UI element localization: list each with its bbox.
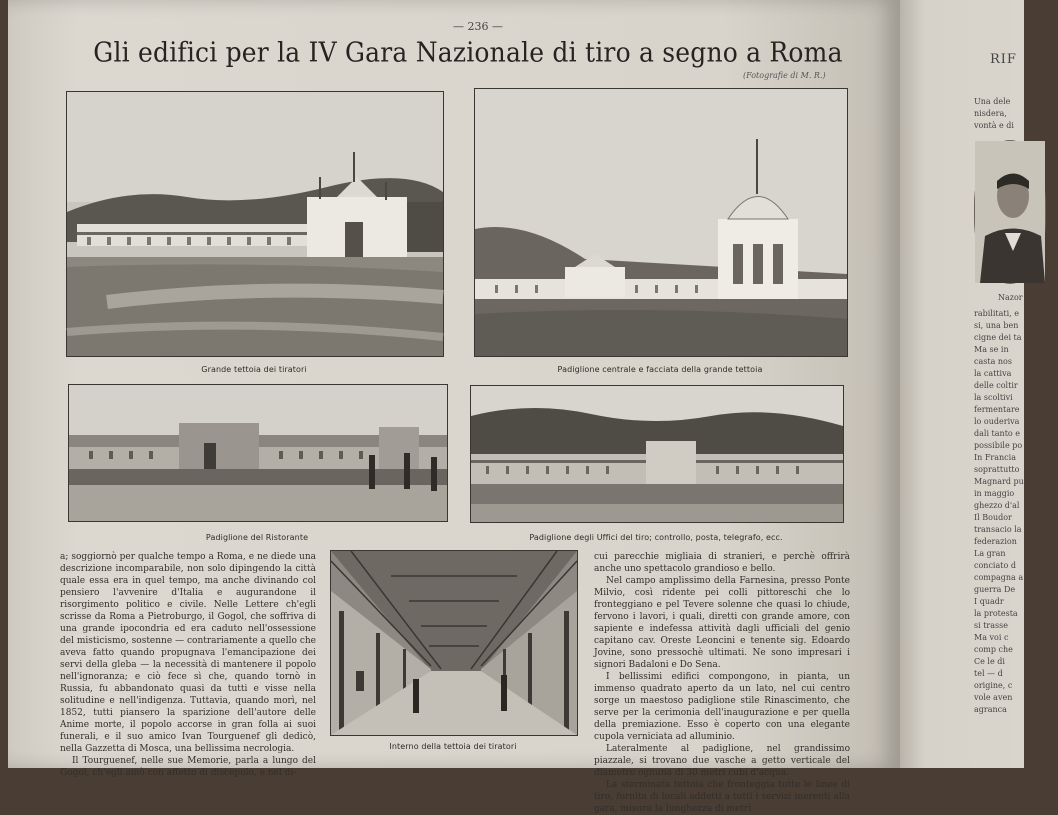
photo-ristorante [68, 384, 448, 522]
photo-uffici [470, 385, 844, 523]
caption-photo4: Padiglione degli Uffici del tiro; controllo, posta, telegrafo, ecc. [529, 533, 783, 542]
right-text-column [594, 551, 850, 814]
left-column-paragraph-2: Il Tourguenef, nelle sue Memorie, parla a lungo del Gogol, ch'egli amò con affetto di discepolo, e nel di- [60, 756, 316, 778]
caption-photo3: Padiglione del Ristorante [205, 533, 309, 542]
portrait-engraving-icon [974, 140, 1046, 284]
left-column-paragraph: a; soggiornò per qualche tempo a Roma, e ne diede una descrizione incomparabile, non solo dipingendo la città quale essa era in quel tempo, ma anche divinando col pensiero l'avvenire d'Italia e augurandone il risorgimento politico e civile. Nelle Lettere ch'egli scrisse da Roma a Pietroburgo, il Gogol, che soffriva di una grande ipocondria ed era caduto nell'ossessione del misticismo, sostenne — contrariamente a quello che aveva fatto quando propugnava l'emancipazione dei servi della gleba — la necessità di mantenere il popolo nell'ignoranza; e ciò fece sì che, quando tornò in Russia, fu abbandonato quasi da tutti e visse nella solitudine e nell'indigenza. Tuttavia, quando morì, nel 1852, tutti piansero la sparizione dell'autore delle Anime morte, il popolo accorse in gran folla ai suoi funerali, e il suo amico Ivan Tourguenef gli dedicò, nella Gazzetta di Mosca, una bellissima necrologia. [60, 552, 316, 754]
next-page-title: RIF [990, 52, 1017, 67]
photo-padiglione-centrale [474, 88, 848, 357]
right-column-paragraph-1: cui parecchie migliaia di stranieri, e perchè offrirà anche uno spettacolo grandioso e bello. [594, 552, 850, 574]
left-page [8, 0, 900, 814]
caption-photo1: Grande tettoia dei tiratori [201, 365, 307, 374]
caption-photo2: Padiglione centrale e facciata della grande tettoia [557, 365, 763, 374]
next-page-text-top: Una dele nisdera, vontà e di [974, 97, 1014, 130]
caption-photo5: Interno della tettoia dei tiratori [389, 742, 517, 751]
right-column-paragraph-3: I bellissimi edifici compongono, in pianta, un immenso quadrato aperto da un lato, nel cui centro sorge un maestoso padiglione stile Rinascimento, che serve per la cerimonia dell'inaugurazione e per quella della premiazione. Esso è coperto con una elegante cupola verniciata ad alluminio. [594, 672, 850, 742]
photo-credit: (Fotografie di M. R.) [743, 71, 826, 80]
portrait-caption: Nazor [998, 293, 1023, 302]
photo-grande-tettoia [66, 91, 444, 357]
right-column-paragraph-4: Lateralmente al padiglione, nel grandissimo piazzale, si trovano due vasche a getto verticale del diametro ognuna di 30 metri cubi d'acqua. [594, 744, 850, 778]
right-page [900, 0, 1024, 768]
next-page-text-body: rabilitati, e si, una ben cigne dei ta Ma se in casta nos la cattiva delle coltir la scoltivi fermentare lo ouderiva dali tanto e possibile po In Francia soprattutto Magnard pu in maggio ghezzo d'al Il Boudor transacio la federazion La gran conciato d compagna a guerra De I quadr la protesta si trasse Ma voi c comp che Ce le di tel — d origine, c vole aven agranca [974, 309, 1024, 714]
left-text-column [60, 551, 316, 778]
headline: Gli edifici per la IV Gara Nazionale di tiro a segno a Roma [93, 36, 843, 69]
right-column-paragraph-2: Nel campo amplissimo della Farnesina, presso Ponte Milvio, così ridente pei colli pittoreschi che lo fronteggiano e pel Tevere solenne che quasi lo chiude, fervono i lavori, i quali, diretti con grande amore, con sapiente e indefessa attività dagli ufficiali del genio capitano cav. Oreste Leoncini e tenente sig. Edoardo Jovine, sono pressochè ultimati. Ne sono impresari i signori Badaloni e Do Sena. [594, 576, 850, 670]
photo-interno-tettoia [330, 550, 578, 736]
right-column-paragraph-5: La sterminata tettoia che fronteggia tutte le linee di tiro, fornita di locali addetti a tutti i servizi inerenti alla gara, misura la lunghezza di metri [594, 780, 850, 814]
page-number: — 236 — [453, 20, 503, 33]
